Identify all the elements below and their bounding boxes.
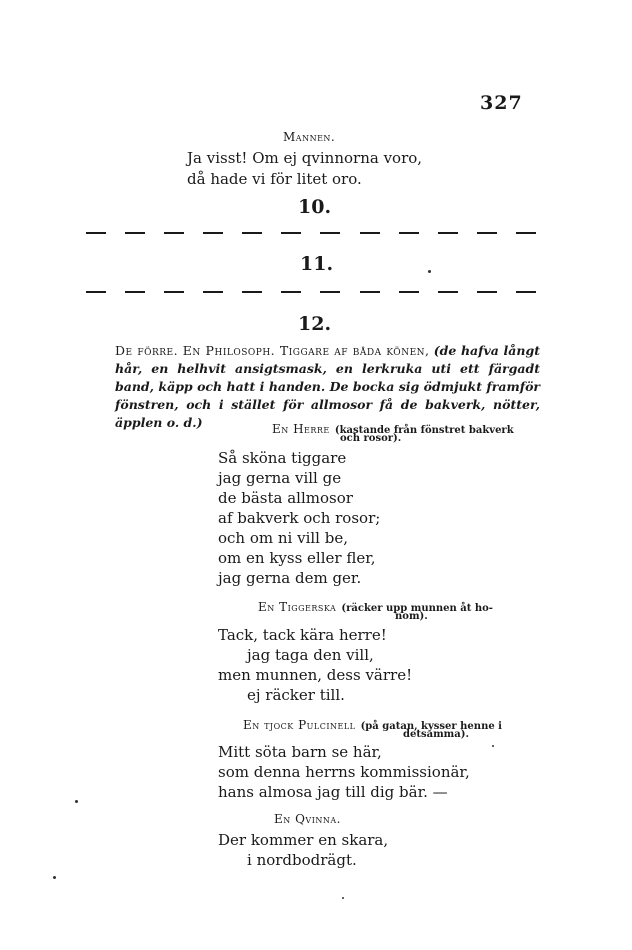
speaker-qvinna: En Qvinna. <box>274 812 341 826</box>
stage-direction: (räcker upp munnen åt ho- <box>341 603 493 614</box>
verse-line: som denna herrns kommissionär, <box>218 763 470 781</box>
speaker-mannen: Mannen. <box>283 130 336 144</box>
verse-line: jag gerna dem ger. <box>218 569 362 587</box>
stage-direction: detsamma). <box>403 729 469 740</box>
speaker-name: En tjock Pulcinell <box>243 718 356 732</box>
speaker-name: En Tiggerska <box>258 600 337 614</box>
verse-line: Så sköna tiggare <box>218 449 347 467</box>
speaker-name: En Herre <box>272 422 330 436</box>
verse-line: Mitt söta barn se här, <box>218 743 382 761</box>
verse-line: och om ni vill be, <box>218 529 348 547</box>
verse-line: hans almosa jag till dig bär. — <box>218 783 448 801</box>
scene-number-12: 12. <box>298 313 332 335</box>
verse-line: af bakverk och rosor; <box>218 509 381 527</box>
page-number: 327 <box>480 92 523 114</box>
speaker-tiggerska-line <box>258 596 493 615</box>
verse-line: Der kommer en skara, <box>218 831 389 849</box>
cast-persons: De förre. En Philosoph. Tiggare af båda könen, <box>115 343 430 358</box>
stage-direction: och rosor). <box>340 433 402 444</box>
stage-direction: (kastande från fönstret bakverk <box>334 425 514 436</box>
scene-number-11: 11. <box>300 253 334 275</box>
verse-line: men munnen, dess värre! <box>218 666 413 684</box>
stage-direction: nom). <box>395 611 428 622</box>
ink-speck <box>492 745 494 747</box>
ink-speck <box>53 876 56 879</box>
ink-speck <box>342 897 344 899</box>
dash-rule <box>86 291 536 293</box>
verse-line: i nordbodrägt. <box>247 851 357 869</box>
scene-number-10: 10. <box>298 196 332 218</box>
verse-line: de bästa allmosor <box>218 489 353 507</box>
verse-line: jag gerna vill ge <box>218 469 342 487</box>
verse-line: om en kyss eller fler, <box>218 549 376 567</box>
verse-line: då hade vi för litet oro. <box>187 170 362 188</box>
stage-direction: (på gatan, kysser henne i <box>360 721 502 732</box>
verse-line: jag taga den vill, <box>247 646 374 664</box>
ink-speck <box>75 800 78 803</box>
verse-line: ej räcker till. <box>247 686 345 704</box>
verse-line: Ja visst! Om ej qvinnorna voro, <box>187 149 423 167</box>
stage-direction: (de hafva långt hår, en helhvit ansigtsmask, en lerkruka uti ett färgadt band, käpp och hatt i handen. De bocka sig ödmjukt framför fönstren, och i stället för allmosor få de bakverk, nötter, äpplen o. d.) <box>115 343 540 430</box>
ink-speck <box>428 270 431 273</box>
dash-rule <box>86 232 536 234</box>
verse-line: Tack, tack kära herre! <box>218 626 387 644</box>
